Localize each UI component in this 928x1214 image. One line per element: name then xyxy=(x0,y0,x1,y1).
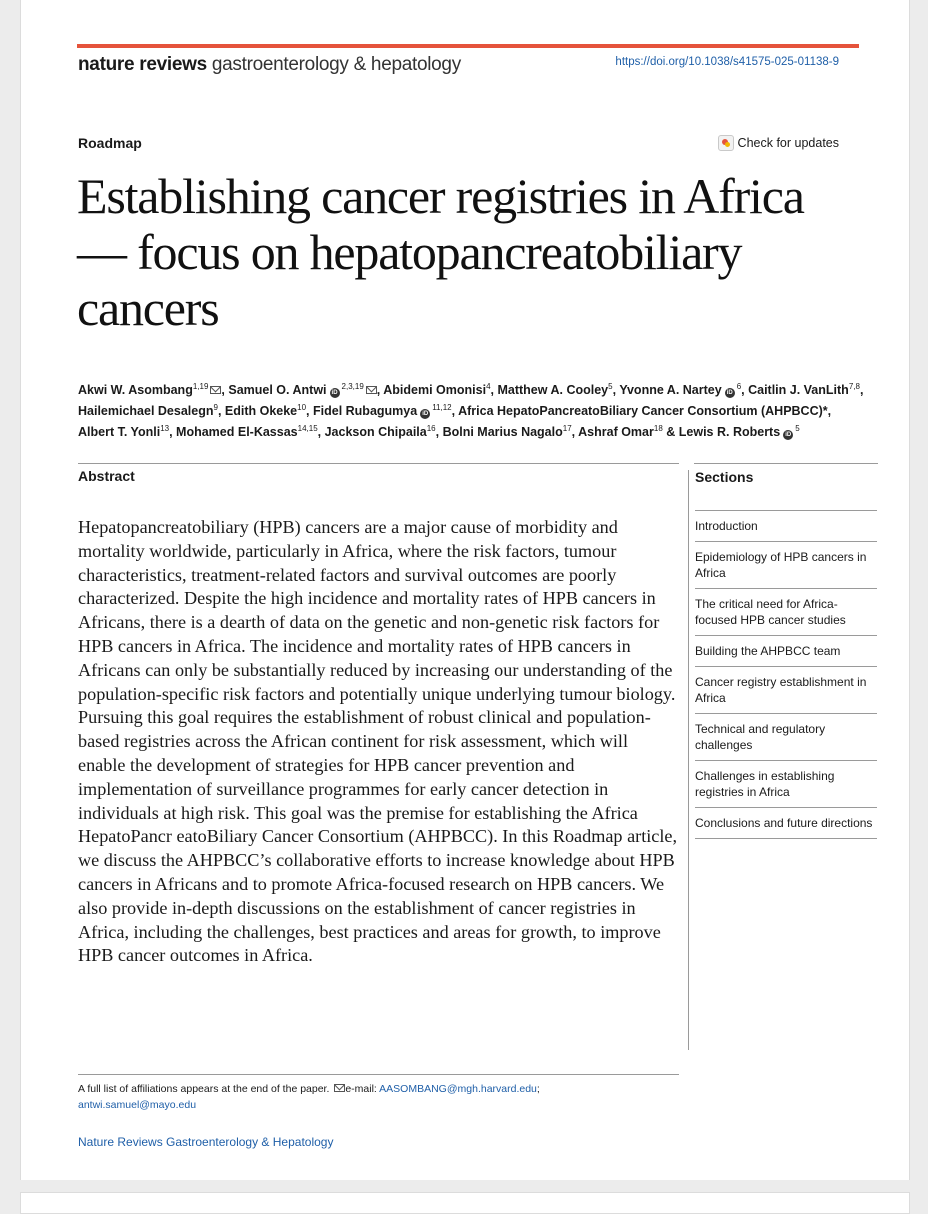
abstract-divider xyxy=(78,463,679,464)
author-name: Yvonne A. Nartey xyxy=(619,383,722,397)
author-name: Ashraf Omar xyxy=(578,425,654,439)
check-updates-label: Check for updates xyxy=(737,136,839,150)
column-divider xyxy=(688,470,689,1050)
author-affiliation: 1,19 xyxy=(192,382,209,391)
check-updates-icon xyxy=(718,135,734,151)
author-name: Albert T. Yonli xyxy=(78,425,161,439)
journal-name-light: gastroenterology & hepatology xyxy=(211,54,461,75)
author-separator: , xyxy=(221,383,229,397)
envelope-icon xyxy=(334,1084,345,1092)
next-page-edge xyxy=(20,1192,910,1214)
section-link-critical-need[interactable]: The critical need for Africa-focused HPB cancer studies xyxy=(695,588,877,635)
footnote-text: A full list of affiliations appears at the end of the paper. xyxy=(78,1083,330,1095)
author-name: Hailemichael Desalegn xyxy=(78,404,214,418)
author-name: Mohamed El-Kassas xyxy=(176,425,298,439)
affiliations-footnote: A full list of affiliations appears at the end of the paper. e-mail: AASOMBANG@mgh.harvard.edu; antwi.samuel@mayo.edu xyxy=(78,1083,540,1111)
author-affiliation: 13 xyxy=(160,424,170,433)
author-affiliation: 17 xyxy=(562,424,572,433)
author-name: Jackson Chipaila xyxy=(324,425,427,439)
author-separator: , xyxy=(612,383,620,397)
author-affiliation: 6 xyxy=(736,382,742,391)
envelope-icon[interactable] xyxy=(210,386,221,394)
author-list xyxy=(78,380,868,443)
footer-journal-name: Nature Reviews Gastroenterology & Hepatology xyxy=(78,1135,334,1149)
section-link-technical-challenges[interactable]: Technical and regulatory challenges xyxy=(695,713,877,760)
author-separator: , xyxy=(827,404,835,418)
author-name: Bolni Marius Nagalo xyxy=(442,425,563,439)
sections-divider xyxy=(694,463,878,464)
sections-heading: Sections xyxy=(695,469,754,485)
journal-accent-bar xyxy=(77,44,859,48)
email-link-antwi[interactable]: antwi.samuel@mayo.edu xyxy=(78,1099,197,1111)
sections-list xyxy=(695,510,877,839)
author-name: Samuel O. Antwi xyxy=(228,383,327,397)
section-link-epidemiology[interactable]: Epidemiology of HPB cancers in Africa xyxy=(695,541,877,588)
section-link-registry-establishment[interactable]: Cancer registry establishment in Africa xyxy=(695,666,877,713)
author-separator: , xyxy=(859,383,867,397)
author-affiliation: 16 xyxy=(426,424,436,433)
author-separator: , xyxy=(435,425,443,439)
orcid-icon[interactable]: iD xyxy=(785,432,792,438)
author-separator: , xyxy=(169,425,177,439)
author-separator: , xyxy=(741,383,749,397)
author-separator: , xyxy=(571,425,579,439)
author-separator: , xyxy=(376,383,384,397)
section-link-building-team[interactable]: Building the AHPBCC team xyxy=(695,635,877,666)
author-separator: , xyxy=(217,404,225,418)
section-link-challenges-registries[interactable]: Challenges in establishing registries in Africa xyxy=(695,760,877,807)
author-name: Edith Okeke xyxy=(224,404,298,418)
author-name: Abidemi Omonisi xyxy=(383,383,487,397)
paper-page xyxy=(20,0,910,1180)
orcid-icon[interactable]: iD xyxy=(726,390,733,396)
article-type: Roadmap xyxy=(78,135,142,151)
footnote-email-label: e-mail: xyxy=(345,1083,377,1095)
author-affiliation: 11,12 xyxy=(432,403,452,412)
journal-name-bold: nature reviews xyxy=(78,54,207,75)
orcid-icon[interactable]: iD xyxy=(422,411,429,417)
article-title: Establishing cancer registries in Africa — focus on hepatopancreatobiliary cancers xyxy=(77,168,804,336)
author-affiliation: 5 xyxy=(608,382,613,391)
author-separator: , xyxy=(317,425,325,439)
author-name: Caitlin J. VanLith xyxy=(748,383,849,397)
author-affiliation: 5 xyxy=(795,424,800,433)
author-affiliation: 2,3,19 xyxy=(341,382,364,391)
envelope-icon[interactable] xyxy=(366,386,377,394)
orcid-icon[interactable]: iD xyxy=(331,390,338,396)
footnote-divider xyxy=(78,1074,679,1075)
author-affiliation: 10 xyxy=(297,403,307,412)
author-affiliation: 14,15 xyxy=(297,424,318,433)
author-separator: , xyxy=(306,404,313,418)
author-name: Lewis R. Roberts xyxy=(678,425,781,439)
author-affiliation: 7,8 xyxy=(848,382,860,391)
section-link-introduction[interactable]: Introduction xyxy=(695,510,877,541)
author-name: Fidel Rubagumya xyxy=(313,404,418,418)
author-name: Africa HepatoPancreatoBiliary Cancer Consortium (AHPBCC)* xyxy=(458,404,828,418)
author-separator: & xyxy=(662,425,679,439)
journal-name xyxy=(78,54,461,76)
section-link-conclusions[interactable]: Conclusions and future directions xyxy=(695,807,877,839)
abstract-heading: Abstract xyxy=(78,468,135,484)
author-name: Akwi W. Asombang xyxy=(78,383,193,397)
author-separator: , xyxy=(490,383,498,397)
check-for-updates[interactable] xyxy=(718,135,839,151)
email-link-asombang[interactable]: AASOMBANG@mgh.harvard.edu xyxy=(379,1083,537,1095)
author-affiliation: 18 xyxy=(653,424,663,433)
doi-link[interactable]: https://doi.org/10.1038/s41575-025-01138-9 xyxy=(615,56,839,68)
abstract-text: Hepatopancreatobiliary (HPB) cancers are a major cause of morbidity and mortality worldwide, particularly in Africa, where the risk factors, tumour characteristics, treatment-related factors and survival outcomes are poorly characterized. Despite the high incidence and mortality rates of HPB cancers in Africans, there is a dearth of data on the genetic and non-genetic risk factors for HPB cancers in Africa. The incidence and mortality rates of HPB cancers in Africans can only be substantially reduced by increasing our understanding of the population-specific risk factors and potentially unique underlying tumour biology. Pursuing this goal requires the establishment of robust clinical and population-based registries across the African continent for risk assessment, which will enable the development of strategies for HPB cancer prevention and implementation of surveillance programmes for early cancer detection in individuals at high risk. This goal was the premise for establishing the Africa HepatoPancr eatoBiliary Cancer Consortium (AHPBCC). In this Roadmap article, we discuss the AHPBCC’s collaborative efforts to increase knowledge about HPB cancers in Africans and to promote Africa-focused research on HPB cancers. We also provide in-depth discussions on the establishment of cancer registries in Africa, including the challenges, best practices and areas for growth, to improve HPB cancer outcomes in Africa. xyxy=(78,517,678,966)
author-separator: , xyxy=(451,404,459,418)
author-name: Matthew A. Cooley xyxy=(497,383,609,397)
author-affiliation: 4 xyxy=(486,382,491,391)
author-affiliation: 9 xyxy=(213,403,218,412)
